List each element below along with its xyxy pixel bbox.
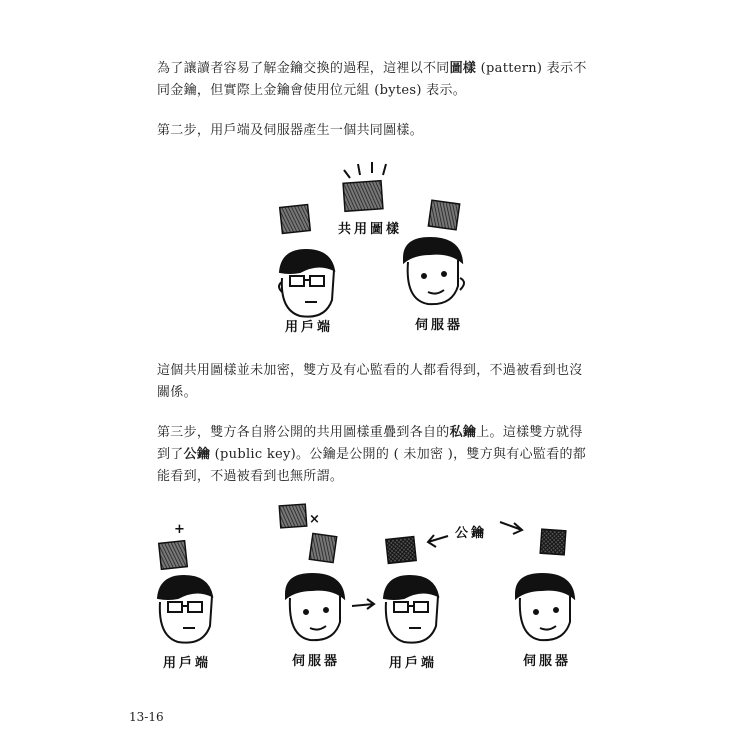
shared-pattern-icon: [343, 162, 386, 211]
client-public-key-icon: [386, 537, 416, 564]
plus-sign-client: +: [174, 522, 188, 537]
client-face-icon-2: [158, 576, 212, 643]
term-private-key: 私鑰: [449, 425, 477, 440]
client-face-icon-1: [279, 250, 334, 317]
page-number: 13-16: [129, 710, 164, 724]
client-private-pattern-icon: [159, 541, 188, 570]
note-paragraph: 這個共用圖樣並未加密，雙方及有心監看的人都看得到，不過被看到也沒關係。: [157, 363, 583, 400]
server-face-icon-1: [404, 238, 464, 304]
arrow-right-icon-2: [352, 599, 374, 609]
step-three-paragraph: [157, 422, 589, 488]
client-pattern-icon: [280, 205, 311, 234]
plus-sign-server: ×: [309, 512, 323, 527]
client-label-2: 用戶端: [389, 656, 438, 671]
server-face-icon-3: [516, 574, 574, 640]
client-label-1: 用戶端: [163, 656, 212, 671]
term-public-key: 公鑰: [183, 447, 211, 462]
server-public-key-icon: [540, 529, 566, 555]
public-key-label: 公鑰: [455, 526, 488, 541]
step-two-paragraph: 第二步，用戶端及伺服器產生一個共同圖樣。: [157, 123, 424, 138]
intro-term-pattern: 圖樣: [449, 61, 477, 76]
server-pattern-icon: [428, 200, 459, 230]
arrow-left-icon: [428, 535, 448, 547]
intro-text-2: (pattern) 表示不同金鑰，但實際上金鑰會使用位元組 (bytes) 表示。: [157, 61, 587, 98]
server-face-icon-2: [286, 574, 344, 640]
client-label: 用戶端: [285, 320, 334, 335]
arrow-right-icon: [500, 522, 522, 534]
server-label-2: 伺服器: [523, 654, 572, 669]
step-three-text-1: 第三步，雙方各自將公開的共用圖樣重疊到各自的: [157, 425, 450, 440]
server-label: 伺服器: [415, 318, 464, 333]
server-shared-pattern-icon: [279, 504, 306, 528]
server-private-pattern-icon: [309, 533, 336, 562]
step-three-text-2: 上。這樣雙方就得到了: [157, 425, 583, 462]
server-label-1: 伺服器: [292, 654, 341, 669]
intro-text-1: 為了讓讀者容易了解金鑰交換的過程，這裡以不同: [157, 61, 450, 76]
shared-pattern-label: 共用圖樣: [338, 222, 403, 237]
step-three-text-3: (public key)。公鑰是公開的 ( 未加密 )，雙方與有心監看的都能看到，不過被看到也無所謂。: [157, 447, 587, 484]
client-face-icon-3: [384, 576, 438, 643]
